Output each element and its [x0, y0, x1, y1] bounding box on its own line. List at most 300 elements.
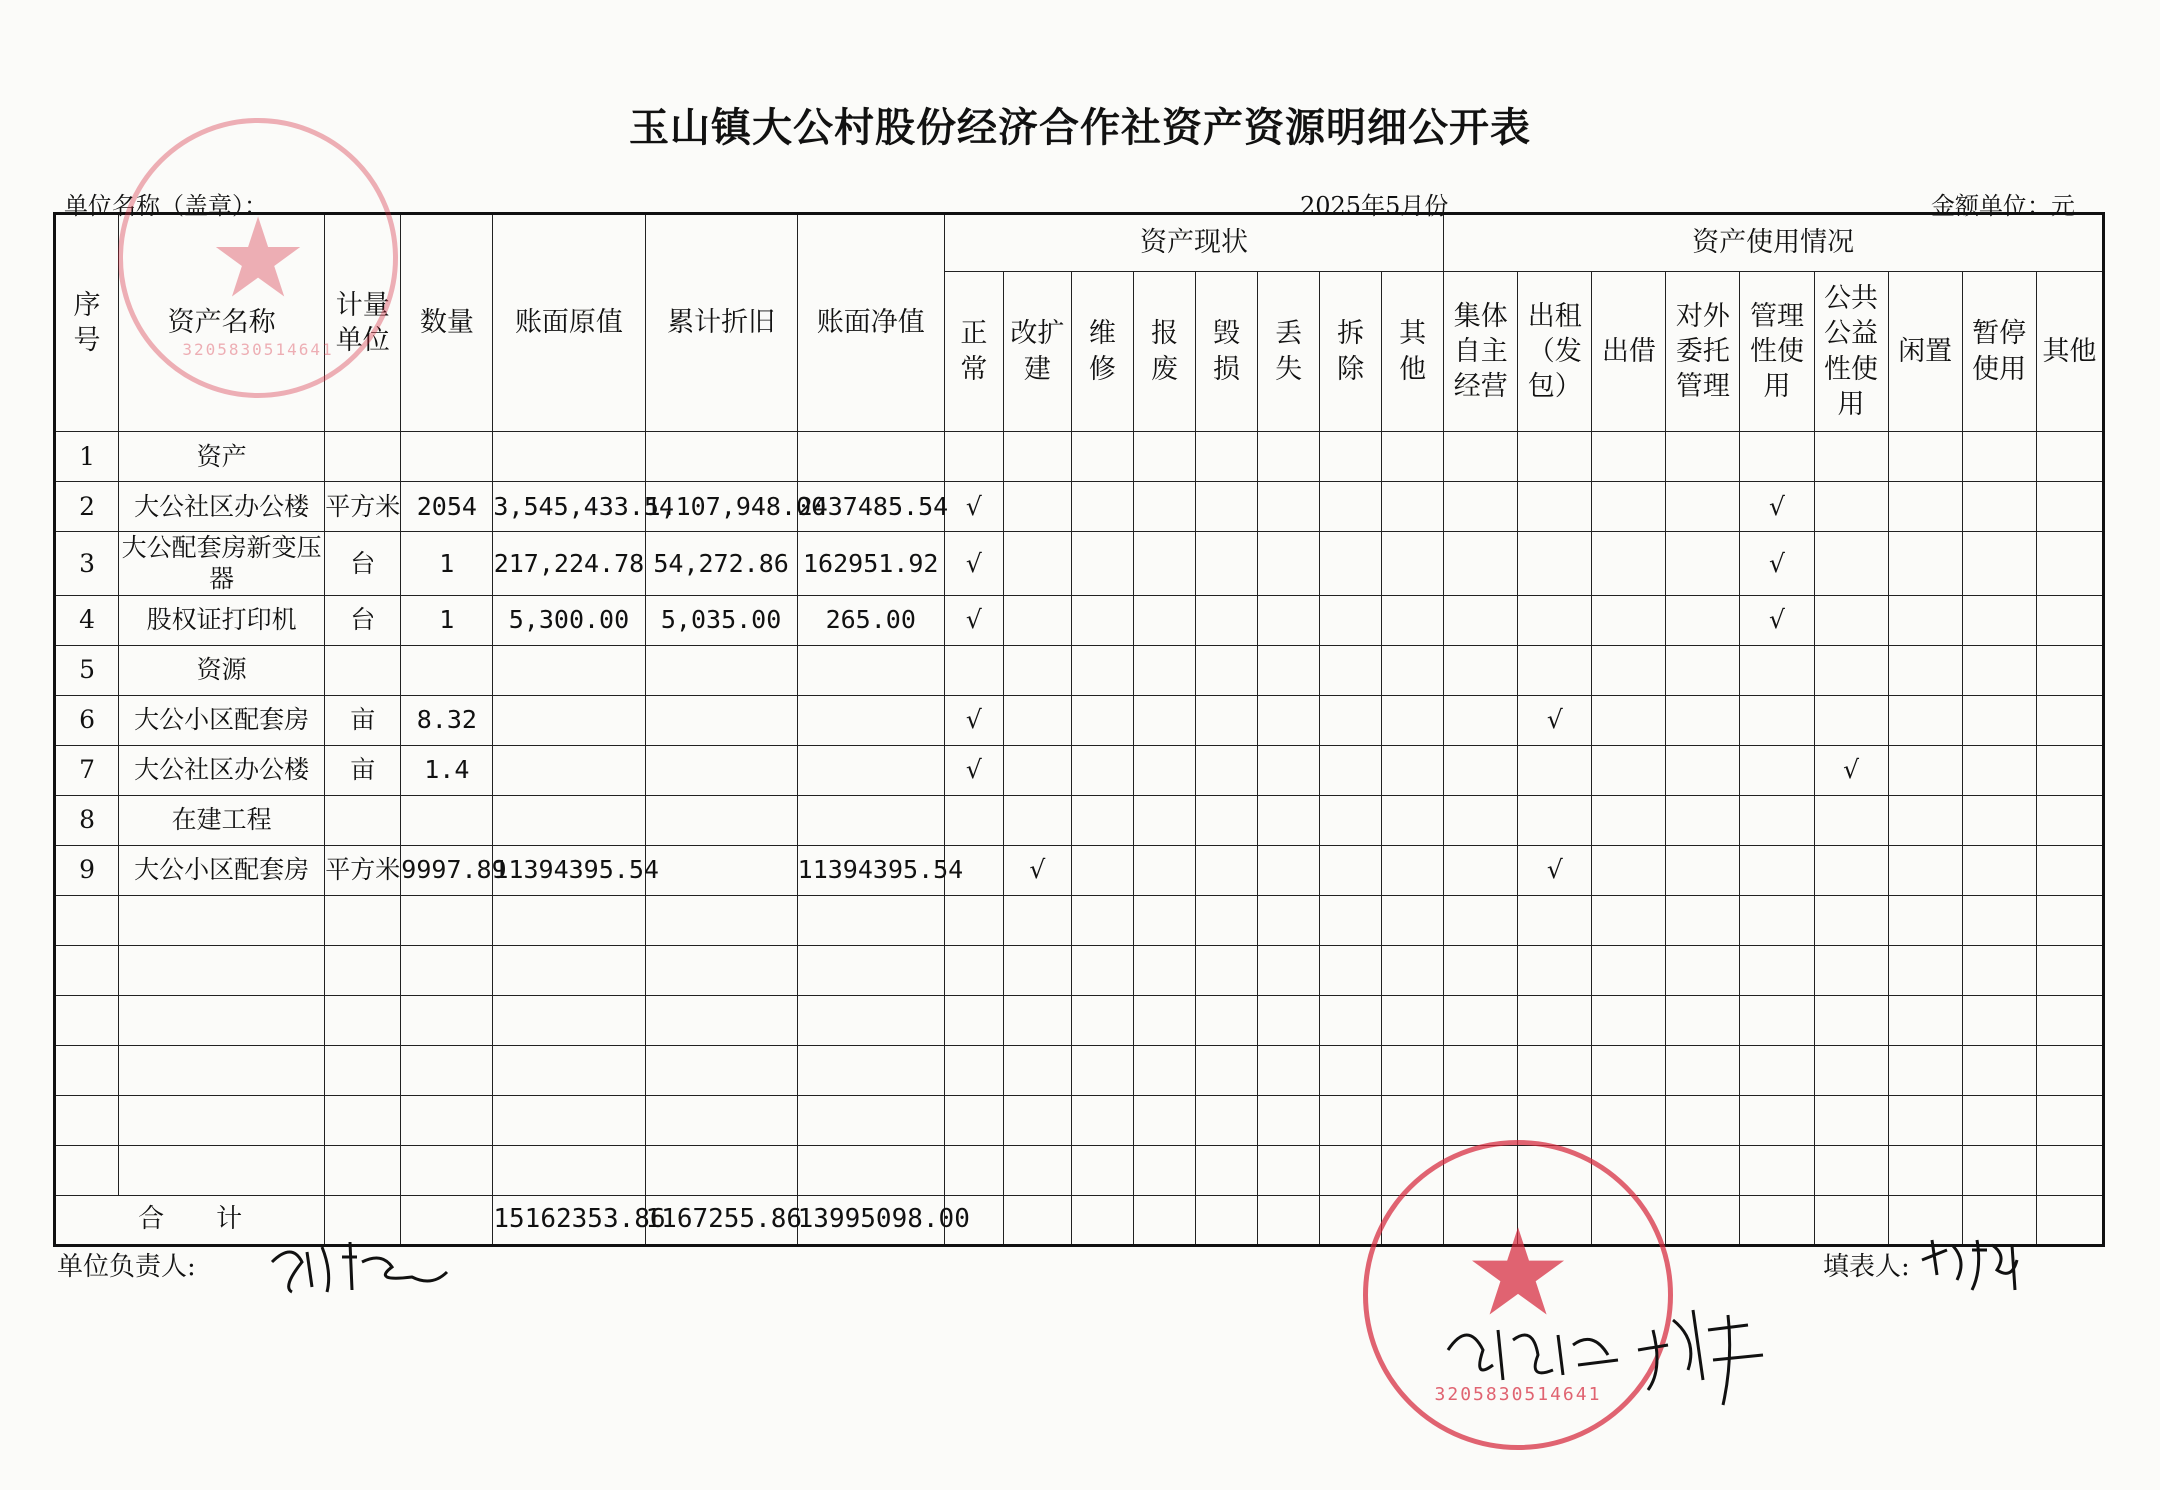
row-asset-name: 大公小区配套房: [119, 695, 325, 745]
blank-cell: [1196, 1045, 1258, 1095]
row-usage-cell: [1740, 645, 1814, 695]
row-usage-cell: [1592, 745, 1666, 795]
blank-cell: [1444, 1045, 1518, 1095]
blank-cell: [1071, 895, 1133, 945]
row-status-cell: [1320, 795, 1382, 845]
row-status-cell: [1196, 532, 1258, 596]
blank-cell: [493, 895, 645, 945]
row-status-cell: [1133, 645, 1195, 695]
blank-cell: [325, 1045, 401, 1095]
blank-cell: [1258, 1045, 1320, 1095]
row-usage-cell: [1444, 795, 1518, 845]
blank-cell: [1740, 1045, 1814, 1095]
blank-cell: [1003, 1095, 1071, 1145]
total-blank-cell: [1133, 1195, 1195, 1245]
blank-cell: [1071, 945, 1133, 995]
total-blank-cell: [1666, 1195, 1740, 1245]
row-status-cell: [1071, 845, 1133, 895]
row-usage-cell: [1740, 845, 1814, 895]
row-usage-cell: √: [1814, 745, 1888, 795]
blank-cell: [2036, 895, 2103, 945]
row-usage-cell: [2036, 432, 2103, 482]
row-usage-cell: [1740, 745, 1814, 795]
row-status-cell: [1003, 795, 1071, 845]
row-original-value: 3,545,433.54: [493, 482, 645, 532]
row-usage-cell: [1518, 645, 1592, 695]
blank-cell: [1592, 995, 1666, 1045]
row-usage-cell: [1888, 432, 1962, 482]
blank-cell: [1320, 895, 1382, 945]
row-net-value: 2437485.54: [797, 482, 944, 532]
blank-cell: [1003, 895, 1071, 945]
row-status-cell: [1003, 532, 1071, 596]
header-status-0: 正常: [944, 272, 1003, 432]
seal-code: 3205830514641: [182, 340, 334, 359]
header-status-2: 维修: [1071, 272, 1133, 432]
row-usage-cell: [1888, 845, 1962, 895]
row-usage-cell: [2036, 695, 2103, 745]
blank-cell: [1133, 995, 1195, 1045]
signature-responsible: [262, 1232, 462, 1302]
row-status-cell: [1382, 532, 1444, 596]
blank-cell: [1133, 1045, 1195, 1095]
blank-cell: [1196, 1095, 1258, 1145]
total-blank-cell: [1320, 1195, 1382, 1245]
total-blank-cell: [1814, 1195, 1888, 1245]
blank-cell: [325, 1145, 401, 1195]
blank-cell: [119, 1095, 325, 1145]
blank-cell: [1382, 1095, 1444, 1145]
row-usage-cell: [2036, 845, 2103, 895]
row-depreciation: 1,107,948.00: [645, 482, 797, 532]
blank-cell: [1814, 895, 1888, 945]
row-usage-cell: [1444, 432, 1518, 482]
row-usage-cell: √: [1740, 482, 1814, 532]
row-usage-cell: [2036, 795, 2103, 845]
blank-cell: [1071, 995, 1133, 1045]
row-index: 1: [55, 432, 119, 482]
row-status-cell: [1071, 695, 1133, 745]
row-status-cell: [1320, 745, 1382, 795]
blank-cell: [1740, 995, 1814, 1045]
row-unit: 亩: [325, 695, 401, 745]
table-row: [55, 595, 2104, 645]
row-status-cell: [1320, 695, 1382, 745]
blank-cell: [401, 1045, 493, 1095]
row-status-cell: [1196, 595, 1258, 645]
row-asset-name: 股权证打印机: [119, 595, 325, 645]
row-usage-cell: [1962, 845, 2036, 895]
row-index: 5: [55, 645, 119, 695]
page-title: 玉山镇大公村股份经济合作社资产资源明细公开表: [629, 105, 1531, 151]
row-status-cell: [1003, 482, 1071, 532]
row-usage-cell: [1666, 432, 1740, 482]
signature-stamp-1: [1438, 1310, 1628, 1390]
header-usage-6: 闲置: [1888, 272, 1962, 432]
row-usage-cell: [1888, 645, 1962, 695]
row-status-cell: [1196, 845, 1258, 895]
blank-cell: [645, 1045, 797, 1095]
blank-cell: [1003, 995, 1071, 1045]
blank-cell: [2036, 945, 2103, 995]
blank-cell: [1814, 995, 1888, 1045]
row-original-value: [493, 695, 645, 745]
row-usage-cell: [1814, 645, 1888, 695]
blank-cell: [944, 1145, 1003, 1195]
blank-cell: [1888, 995, 1962, 1045]
blank-cell: [1518, 945, 1592, 995]
row-status-cell: [1003, 595, 1071, 645]
blank-cell: [55, 1045, 119, 1095]
row-status-cell: [1320, 645, 1382, 695]
row-original-value: 217,224.78: [493, 532, 645, 596]
row-status-cell: [944, 645, 1003, 695]
row-usage-cell: [1666, 695, 1740, 745]
row-status-cell: [1071, 432, 1133, 482]
blank-cell: [401, 1095, 493, 1145]
total-blank-cell: [1196, 1195, 1258, 1245]
row-status-cell: [1071, 482, 1133, 532]
row-status-cell: [1382, 695, 1444, 745]
blank-cell: [1320, 945, 1382, 995]
total-blank-cell: [1258, 1195, 1320, 1245]
blank-cell: [797, 995, 944, 1045]
row-usage-cell: [2036, 482, 2103, 532]
blank-cell: [1962, 1045, 2036, 1095]
blank-cell: [493, 1045, 645, 1095]
blank-cell: [1003, 1045, 1071, 1095]
total-blank-cell: [1003, 1195, 1071, 1245]
row-index: 8: [55, 795, 119, 845]
blank-cell: [1258, 1145, 1320, 1195]
header-usage-8: 其他: [2036, 272, 2103, 432]
row-status-cell: [1258, 795, 1320, 845]
row-usage-cell: [1666, 645, 1740, 695]
table-row: [55, 645, 2104, 695]
blank-cell: [1518, 1095, 1592, 1145]
blank-cell: [119, 995, 325, 1045]
row-usage-cell: [1666, 595, 1740, 645]
row-asset-name: 大公小区配套房: [119, 845, 325, 895]
row-status-cell: [1258, 645, 1320, 695]
header-usage-4: 管理性使用: [1740, 272, 1814, 432]
header-status-1: 改扩建: [1003, 272, 1071, 432]
blank-cell: [2036, 1145, 2103, 1195]
total-label: 合 计: [55, 1195, 325, 1245]
row-status-cell: [1003, 745, 1071, 795]
row-status-cell: [1320, 595, 1382, 645]
row-index: 6: [55, 695, 119, 745]
table-row-blank: [55, 895, 2104, 945]
header-usage-1: 出租（发包）: [1518, 272, 1592, 432]
row-qty: 8.32: [401, 695, 493, 745]
blank-cell: [1196, 995, 1258, 1045]
row-usage-cell: [1444, 695, 1518, 745]
header-status-group: 资产现状: [944, 214, 1443, 272]
blank-cell: [401, 995, 493, 1045]
row-status-cell: [1258, 532, 1320, 596]
blank-cell: [2036, 1095, 2103, 1145]
row-usage-cell: [1740, 432, 1814, 482]
row-status-cell: [1196, 745, 1258, 795]
row-net-value: [797, 645, 944, 695]
blank-cell: [1592, 895, 1666, 945]
row-index: 4: [55, 595, 119, 645]
table-row: [55, 482, 2104, 532]
row-depreciation: [645, 795, 797, 845]
blank-cell: [944, 1095, 1003, 1145]
row-status-cell: [1320, 432, 1382, 482]
blank-cell: [401, 895, 493, 945]
blank-cell: [1888, 945, 1962, 995]
blank-cell: [1740, 1145, 1814, 1195]
row-status-cell: [1133, 432, 1195, 482]
row-asset-name: 资产: [119, 432, 325, 482]
header-status-3: 报废: [1133, 272, 1195, 432]
total-blank-cell: [2036, 1195, 2103, 1245]
row-depreciation: 54,272.86: [645, 532, 797, 596]
blank-cell: [1518, 995, 1592, 1045]
row-original-value: 5,300.00: [493, 595, 645, 645]
blank-cell: [1444, 995, 1518, 1045]
blank-cell: [1382, 995, 1444, 1045]
row-status-cell: [1133, 695, 1195, 745]
blank-cell: [1814, 1045, 1888, 1095]
blank-cell: [493, 945, 645, 995]
row-usage-cell: [1888, 695, 1962, 745]
row-status-cell: √: [1003, 845, 1071, 895]
blank-cell: [1962, 1145, 2036, 1195]
official-seal-faint: [118, 118, 398, 398]
row-usage-cell: [1518, 745, 1592, 795]
row-usage-cell: [1814, 532, 1888, 596]
blank-cell: [401, 1145, 493, 1195]
row-net-value: 265.00: [797, 595, 944, 645]
preparer-label: 填表人:: [1823, 1252, 1910, 1282]
row-usage-cell: [2036, 532, 2103, 596]
row-asset-name: 在建工程: [119, 795, 325, 845]
blank-cell: [1592, 945, 1666, 995]
blank-cell: [1666, 1145, 1740, 1195]
blank-cell: [1382, 895, 1444, 945]
blank-cell: [1888, 895, 1962, 945]
row-status-cell: √: [944, 595, 1003, 645]
table-row: [55, 795, 2104, 845]
row-status-cell: [1196, 645, 1258, 695]
row-depreciation: [645, 695, 797, 745]
blank-cell: [493, 995, 645, 1045]
row-status-cell: [1258, 595, 1320, 645]
row-status-cell: [1382, 745, 1444, 795]
blank-cell: [1518, 1045, 1592, 1095]
blank-cell: [1814, 945, 1888, 995]
blank-cell: [2036, 1045, 2103, 1095]
blank-cell: [1196, 895, 1258, 945]
row-status-cell: [1382, 482, 1444, 532]
seal-star-icon: ★: [208, 194, 308, 322]
row-usage-cell: [1814, 432, 1888, 482]
blank-cell: [1258, 1095, 1320, 1145]
table-row: [55, 845, 2104, 895]
row-status-cell: [1071, 532, 1133, 596]
row-status-cell: [1382, 432, 1444, 482]
blank-cell: [1666, 1045, 1740, 1095]
blank-cell: [55, 995, 119, 1045]
row-status-cell: [1382, 595, 1444, 645]
row-asset-name: 资源: [119, 645, 325, 695]
row-usage-cell: [1962, 645, 2036, 695]
blank-cell: [325, 995, 401, 1045]
row-usage-cell: [1592, 482, 1666, 532]
row-status-cell: [1196, 482, 1258, 532]
row-status-cell: [1071, 795, 1133, 845]
blank-cell: [944, 1045, 1003, 1095]
row-net-value: 11394395.54: [797, 845, 944, 895]
row-status-cell: [1071, 645, 1133, 695]
row-status-cell: [1196, 695, 1258, 745]
row-status-cell: [944, 795, 1003, 845]
blank-cell: [1666, 945, 1740, 995]
row-index: 2: [55, 482, 119, 532]
row-usage-cell: [1814, 595, 1888, 645]
row-usage-cell: [1444, 745, 1518, 795]
blank-cell: [1666, 1095, 1740, 1145]
header-status-4: 毁损: [1196, 272, 1258, 432]
blank-cell: [1518, 895, 1592, 945]
blank-cell: [1740, 895, 1814, 945]
row-depreciation: [645, 432, 797, 482]
row-qty: 1.4: [401, 745, 493, 795]
blank-cell: [119, 945, 325, 995]
row-usage-cell: [1962, 482, 2036, 532]
row-usage-cell: [1888, 795, 1962, 845]
row-status-cell: [1133, 482, 1195, 532]
table-row-blank: [55, 1095, 2104, 1145]
blank-cell: [325, 945, 401, 995]
row-index: 9: [55, 845, 119, 895]
row-status-cell: [1133, 845, 1195, 895]
row-usage-cell: [1592, 645, 1666, 695]
blank-cell: [944, 945, 1003, 995]
header-usage-3: 对外委托管理: [1666, 272, 1740, 432]
row-usage-cell: [1666, 532, 1740, 596]
row-asset-name: 大公配套房新变压器: [119, 532, 325, 596]
row-usage-cell: [1962, 745, 2036, 795]
seal-star-icon: ★: [1464, 1204, 1572, 1343]
row-net-value: 162951.92: [797, 532, 944, 596]
row-usage-cell: [1888, 745, 1962, 795]
row-usage-cell: [1814, 795, 1888, 845]
row-qty: [401, 795, 493, 845]
blank-cell: [1133, 1145, 1195, 1195]
blank-cell: [55, 895, 119, 945]
blank-cell: [1071, 1145, 1133, 1195]
row-usage-cell: [1518, 595, 1592, 645]
row-qty: 9997.89: [401, 845, 493, 895]
blank-cell: [1320, 1145, 1382, 1195]
blank-cell: [797, 1145, 944, 1195]
blank-cell: [797, 895, 944, 945]
blank-cell: [119, 1145, 325, 1195]
total-net-value: 13995098.00: [797, 1195, 944, 1245]
row-original-value: [493, 432, 645, 482]
header-status-7: 其他: [1382, 272, 1444, 432]
row-asset-name: 大公社区办公楼: [119, 482, 325, 532]
header-usage-5: 公共公益性使用: [1814, 272, 1888, 432]
row-unit: [325, 432, 401, 482]
blank-cell: [1444, 1095, 1518, 1145]
row-status-cell: [1320, 845, 1382, 895]
row-status-cell: [1258, 745, 1320, 795]
row-status-cell: [944, 432, 1003, 482]
row-status-cell: [1320, 482, 1382, 532]
header-asset-name: 资产名称: [119, 214, 325, 432]
row-status-cell: [1382, 795, 1444, 845]
row-status-cell: [1258, 432, 1320, 482]
blank-cell: [645, 1145, 797, 1195]
blank-cell: [1888, 1045, 1962, 1095]
row-usage-cell: [1814, 482, 1888, 532]
row-qty: 1: [401, 532, 493, 596]
blank-cell: [55, 1095, 119, 1145]
row-net-value: [797, 795, 944, 845]
blank-cell: [645, 995, 797, 1045]
blank-cell: [1592, 1095, 1666, 1145]
blank-cell: [1888, 1145, 1962, 1195]
row-usage-cell: [1962, 695, 2036, 745]
row-status-cell: [1320, 532, 1382, 596]
row-status-cell: √: [944, 745, 1003, 795]
blank-cell: [55, 945, 119, 995]
signature-preparer: [1917, 1230, 2027, 1300]
blank-cell: [325, 895, 401, 945]
blank-cell: [645, 1095, 797, 1145]
official-seal: [1363, 1140, 1673, 1450]
blank-cell: [645, 895, 797, 945]
asset-table: [53, 212, 2105, 1247]
row-usage-cell: [1592, 845, 1666, 895]
blank-cell: [1196, 1145, 1258, 1195]
row-usage-cell: [1814, 695, 1888, 745]
row-depreciation: 5,035.00: [645, 595, 797, 645]
row-usage-cell: [1740, 795, 1814, 845]
blank-cell: [1133, 895, 1195, 945]
header-net-value: 账面净值: [797, 214, 944, 432]
row-original-value: [493, 645, 645, 695]
row-unit: [325, 645, 401, 695]
blank-cell: [797, 1095, 944, 1145]
blank-cell: [1962, 995, 2036, 1045]
row-status-cell: [1071, 595, 1133, 645]
row-status-cell: [1133, 795, 1195, 845]
table-row: [55, 432, 2104, 482]
header-original-value: 账面原值: [493, 214, 645, 432]
row-qty: 1: [401, 595, 493, 645]
header-status-6: 拆除: [1320, 272, 1382, 432]
header-seq: 序号: [55, 214, 119, 432]
row-depreciation: [645, 645, 797, 695]
row-usage-cell: [1518, 482, 1592, 532]
blank-cell: [944, 995, 1003, 1045]
row-qty: [401, 432, 493, 482]
row-unit: 台: [325, 595, 401, 645]
row-status-cell: [1071, 745, 1133, 795]
row-net-value: [797, 745, 944, 795]
row-usage-cell: [2036, 745, 2103, 795]
table-row: [55, 695, 2104, 745]
blank-cell: [1133, 945, 1195, 995]
row-status-cell: [1133, 532, 1195, 596]
